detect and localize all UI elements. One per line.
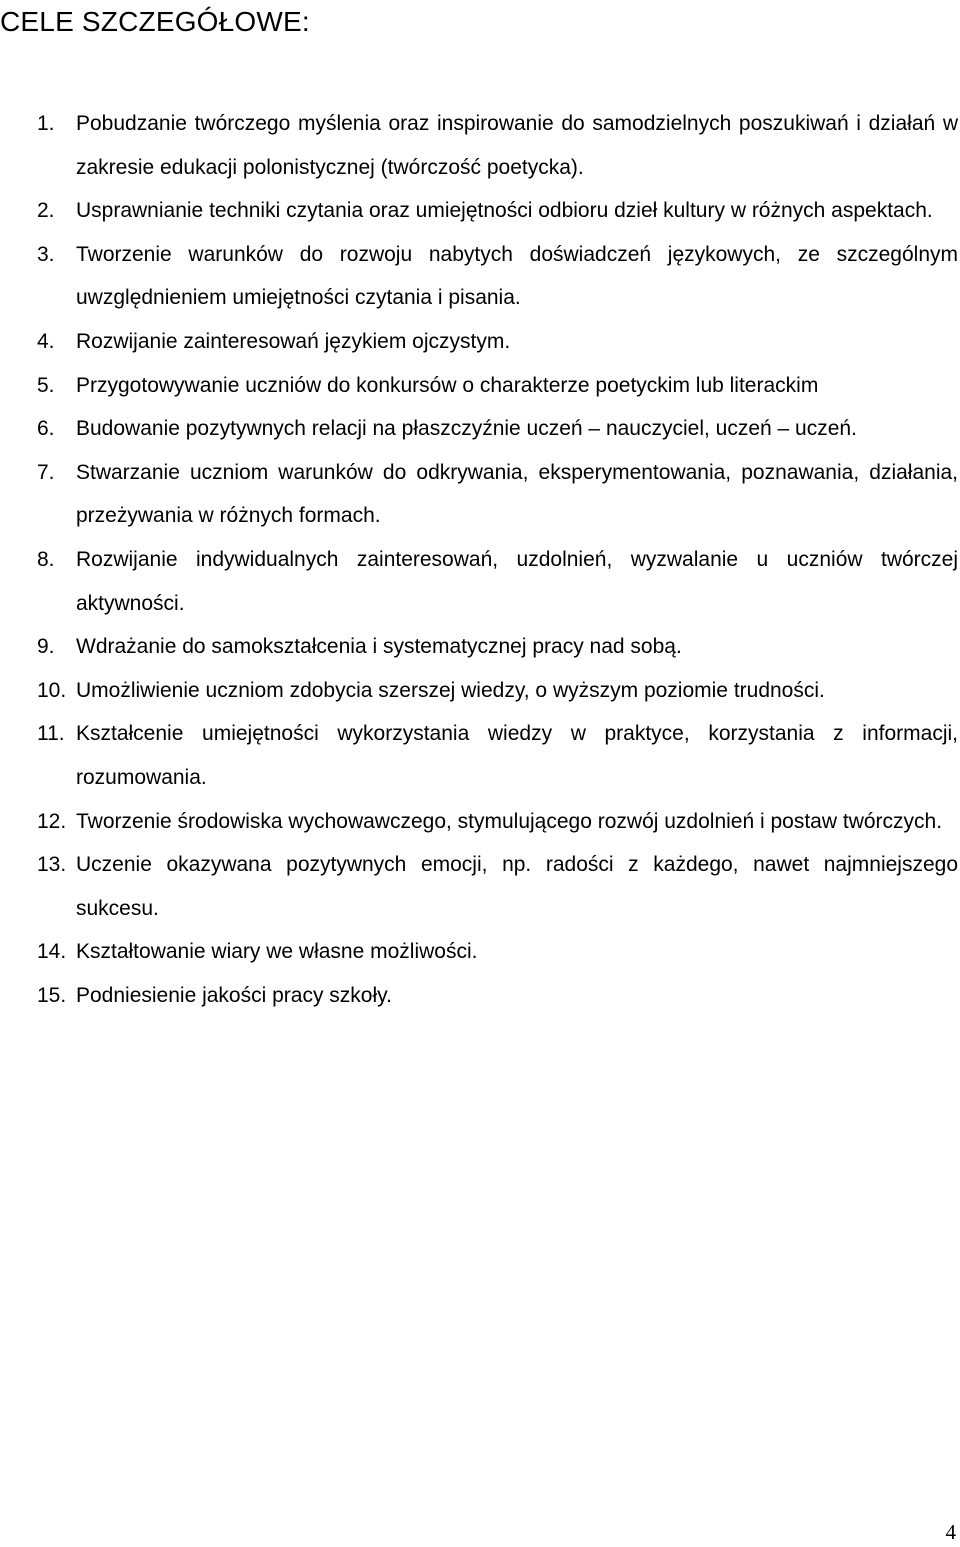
list-item [0, 974, 958, 1018]
list-item-text: Tworzenie środowiska wychowawczego, stymulującego rozwój uzdolnień i postaw twórczych. [76, 809, 943, 833]
list-item-text: Budowanie pozytywnych relacji na płaszczyźnie uczeń – nauczyciel, uczeń – uczeń. [76, 417, 857, 441]
page-number: 4 [945, 1520, 956, 1544]
list-item-number: 14. [37, 940, 67, 964]
list-item-number: 11. [37, 722, 65, 746]
list-item [0, 233, 958, 320]
list-item-number: 8. [37, 547, 55, 571]
list-item-number: 4. [37, 329, 55, 353]
list-item-number: 10. [37, 678, 67, 702]
list-item-number: 12. [37, 809, 67, 833]
list-item-text: Uczenie okazywana pozytywnych emocji, np. radości z każdego, nawet najmniejszego sukcesu. [76, 853, 958, 920]
list-item-text: Rozwijanie zainteresowań językiem ojczystym. [76, 329, 511, 353]
list-item [0, 451, 958, 538]
list-item-text: Pobudzanie twórczego myślenia oraz inspirowanie do samodzielnych poszukiwań i działań w zakresie edukacji polonistycznej (twórczość poetycka). [76, 112, 958, 179]
list-item-text: Kształcenie umiejętności wykorzystania wiedzy w praktyce, korzystania z informacji, rozumowania. [76, 722, 958, 789]
objectives-list [0, 102, 958, 1017]
list-item [0, 189, 958, 233]
page-title: CELE SZCZEGÓŁOWE: [0, 6, 310, 37]
list-item [0, 843, 958, 930]
list-item [0, 625, 958, 669]
list-item-text: Usprawnianie techniki czytania oraz umiejętności odbioru dzieł kultury w różnych aspektach. [76, 199, 933, 223]
list-item-text: Kształtowanie wiary we własne możliwości. [76, 940, 478, 964]
list-item-number: 7. [37, 460, 55, 484]
list-item-text: Tworzenie warunków do rozwoju nabytych doświadczeń językowych, ze szczególnym uwzględnieniem umiejętności czytania i pisania. [76, 242, 958, 310]
list-item [0, 102, 958, 189]
list-item [0, 407, 958, 451]
list-item-text: Podniesienie jakości pracy szkoły. [76, 983, 392, 1007]
list-item-number: 5. [37, 373, 55, 397]
list-item-text: Przygotowywanie uczniów do konkursów o charakterze poetyckim lub literackim [76, 373, 819, 397]
list-item-text: Umożliwienie uczniom zdobycia szerszej wiedzy, o wyższym poziomie trudności. [76, 678, 825, 702]
list-item-text: Stwarzanie uczniom warunków do odkrywania, eksperymentowania, poznawania, działania, przeżywania w różnych formach. [76, 460, 958, 528]
list-item-number: 9. [37, 635, 55, 659]
list-item-number: 2. [37, 199, 55, 223]
list-item [0, 320, 958, 364]
list-item-number: 3. [37, 242, 55, 266]
list-item [0, 669, 958, 713]
list-item-number: 15. [37, 983, 67, 1007]
list-item [0, 800, 958, 844]
list-item [0, 364, 958, 408]
list-item-number: 6. [37, 417, 55, 441]
list-item-text: Wdrażanie do samokształcenia i systematycznej pracy nad sobą. [76, 635, 682, 659]
list-item-number: 1. [37, 112, 55, 135]
list-item [0, 538, 958, 625]
list-item [0, 712, 958, 799]
list-item-text: Rozwijanie indywidualnych zainteresowań, uzdolnień, wyzwalanie u uczniów twórczej aktywności. [76, 547, 958, 615]
list-item [0, 930, 958, 974]
list-item-number: 13. [37, 853, 67, 877]
